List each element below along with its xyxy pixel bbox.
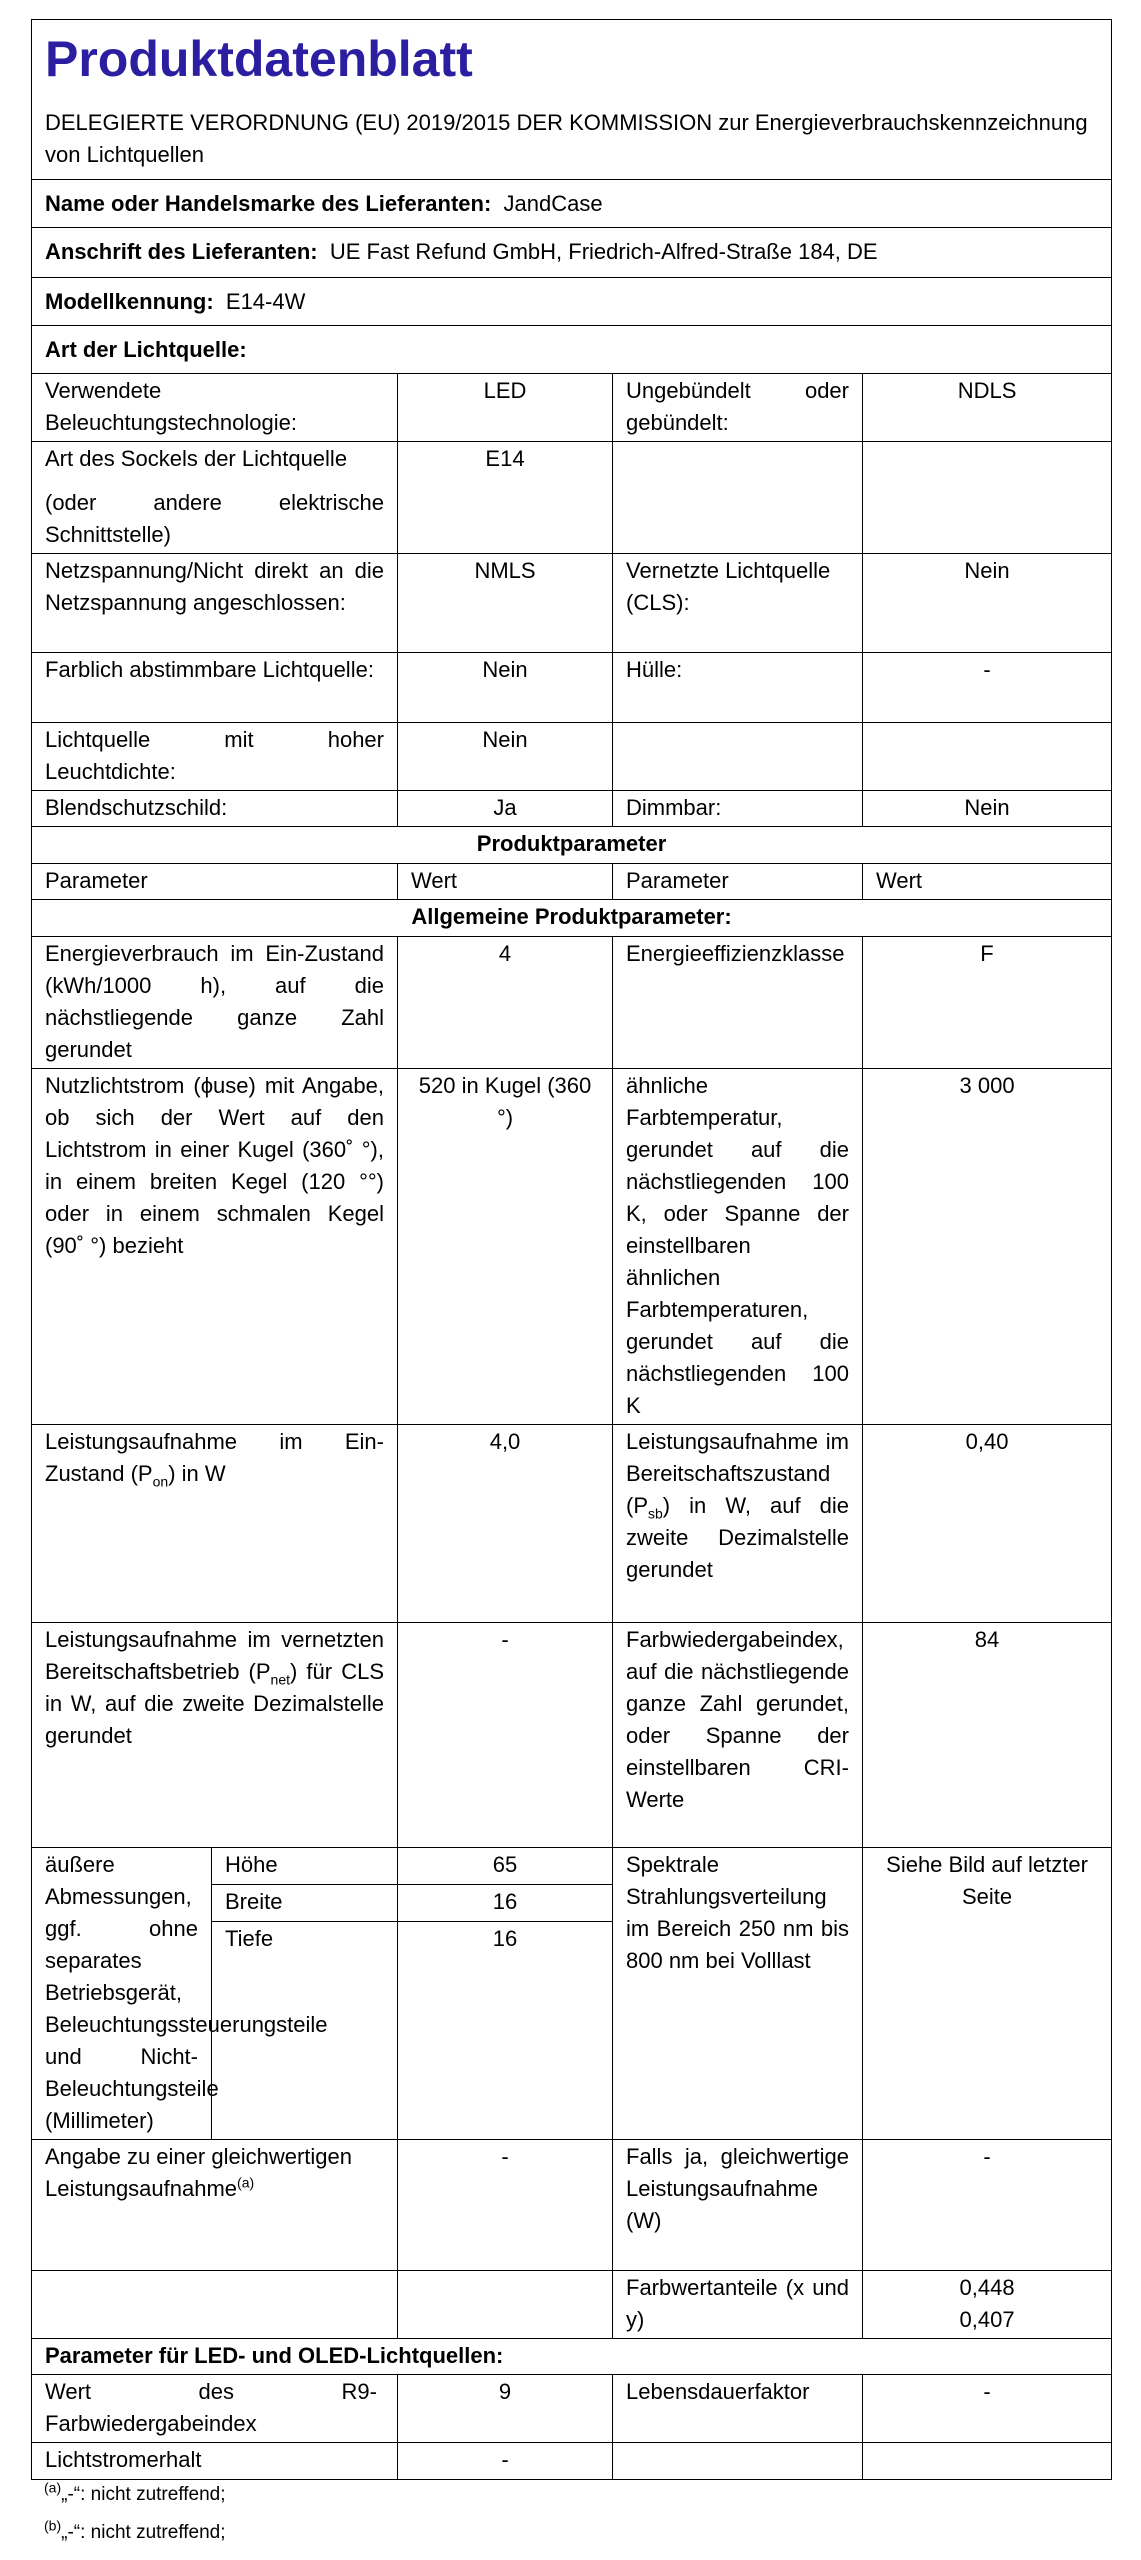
equivalent-power-text: Angabe zu einer gleichwertigen Leistungsaufnahme (45, 2144, 352, 2201)
table-row (32, 723, 1112, 791)
spectral-distribution-label: Spektrale Strahlungsverteilung im Bereich 250 nm bis 800 nm bei Volllast (613, 1848, 863, 2140)
glare-shield-value: Ja (398, 791, 613, 827)
chromaticity-label: Farbwertanteile (x und y) (613, 2271, 863, 2339)
width-value: 16 (398, 1885, 613, 1922)
energy-consumption-label: Energieverbrauch im Ein-Zustand (kWh/1000 h), auf die nächstliegende ganze Zahl gerundet (32, 937, 398, 1069)
chromaticity-values (863, 2271, 1112, 2339)
focus-label: Ungebündelt oder gebündelt: (613, 374, 863, 442)
equivalent-power-footnote-mark: (a) (237, 2174, 255, 2191)
footnote-b-mark: (b) (44, 2517, 62, 2534)
footnotes (44, 2476, 226, 2552)
r9-value: 9 (398, 2375, 613, 2443)
standby-power-value: 0,40 (863, 1425, 1112, 1623)
supplier-name-row (32, 180, 1112, 228)
table-row (32, 554, 1112, 653)
light-type-heading-row (32, 326, 1112, 374)
envelope-value: - (863, 653, 1112, 723)
footnote-b-text: „-“: nicht zutreffend; (61, 2522, 226, 2543)
cls-value: Nein (863, 554, 1112, 653)
table-row (32, 937, 1112, 1069)
supplier-address-value: UE Fast Refund GmbH, Friedrich-Alfred-Straße 184, DE (329, 239, 878, 264)
dimensions-label: äußere Abmessungen, ggf. ohne separates Betriebsgerät, Beleuchtungssteuerungsteile und Nicht-Beleuchtungsteile (Millimeter) (32, 1848, 212, 2140)
equivalent-power-label (32, 2140, 398, 2271)
equivalent-power-value: - (398, 2140, 613, 2271)
glare-shield-label: Blendschutzschild: (32, 791, 398, 827)
cls-label: Vernetzte Lichtquelle (CLS): (613, 554, 863, 653)
equivalent-power-yes-value: - (863, 2140, 1112, 2271)
height-label: Höhe (212, 1848, 398, 1885)
cri-label: Farbwiedergabeindex, auf die nächstliegende ganze Zahl gerundet, oder Spanne der einstellbaren CRI-Werte (613, 1623, 863, 1848)
standby-power-text: Leistungsaufnahme im Bereitschaftszustand (P (626, 1429, 849, 1518)
standby-power-subscript: sb (648, 1505, 663, 1522)
footnote-a (44, 2476, 226, 2514)
model-label: Modellkennung: (45, 289, 214, 314)
led-heading-row (32, 2339, 1112, 2375)
general-parameters-heading: Allgemeine Produktparameter: (32, 900, 1112, 937)
on-mode-power-value: 4,0 (398, 1425, 613, 1623)
networked-standby-unit: ) für CLS in W, auf die zweite Dezimalstelle gerundet (45, 1659, 384, 1748)
high-luminance-value: Nein (398, 723, 613, 791)
table-row (32, 442, 1112, 554)
table-row (32, 2375, 1112, 2443)
table-row (32, 1425, 1112, 1623)
chromaticity-x: 0,448 (959, 2275, 1015, 2300)
cap-label-line-2: (oder andere elektrische Schnittstelle) (45, 490, 384, 547)
r9-label: Wert des R9-Farbwiedergabeindex (32, 2375, 398, 2443)
networked-standby-label (32, 1623, 398, 1848)
high-luminance-label: Lichtquelle mit hoher Leuchtdichte: (32, 723, 398, 791)
color-tunable-label: Farblich abstimmbare Lichtquelle: (32, 653, 398, 723)
cap-label-line-1: Art des Sockels der Lichtquelle (45, 446, 348, 471)
table-row (32, 2140, 1112, 2271)
on-mode-power-unit: ) in W (168, 1461, 226, 1486)
general-heading-row (32, 900, 1112, 937)
table-row (32, 2443, 1112, 2480)
model-row (32, 278, 1112, 326)
colour-temperature-label: ähnliche Farbtemperatur, gerundet auf die nächstliegenden 100 K, oder Spanne der einstellbaren ähnlichen Farbtemperaturen, gerundet auf die nächstliegenden 100 K (613, 1069, 863, 1425)
tech-value: LED (398, 374, 613, 442)
energy-consumption-value: 4 (398, 937, 613, 1069)
footnote-b (44, 2514, 226, 2552)
regulation-text: DELEGIERTE VERORDNUNG (EU) 2019/2015 DER KOMMISSION zur Energieverbrauchskennzeichnung von Lichtquellen (45, 110, 1088, 167)
networked-standby-subscript: net (270, 1671, 290, 1688)
on-mode-power-label (32, 1425, 398, 1623)
luminous-flux-value: 520 in Kugel (360 °) (398, 1069, 613, 1425)
supplier-name-label: Name oder Handelsmarke des Lieferanten: (45, 191, 492, 216)
standby-power-label (613, 1425, 863, 1623)
dimmable-value: Nein (863, 791, 1112, 827)
standby-power-unit: ) in W, auf die zweite Dezimalstelle gerundet (626, 1493, 849, 1582)
lumen-maintenance-value: - (398, 2443, 613, 2480)
led-parameters-heading: Parameter für LED- und OLED-Lichtquellen: (32, 2339, 1112, 2375)
table-row (32, 653, 1112, 723)
page-title: Produktdatenblatt (45, 31, 473, 87)
dimmable-label: Dimmbar: (613, 791, 863, 827)
table-row (32, 374, 1112, 442)
table-row (32, 1623, 1112, 1848)
colour-temperature-value: 3 000 (863, 1069, 1112, 1425)
table-row (32, 2271, 1112, 2339)
table-row (32, 791, 1112, 827)
depth-label: Tiefe (212, 1922, 398, 2140)
chromaticity-y: 0,407 (959, 2307, 1015, 2332)
height-value: 65 (398, 1848, 613, 1885)
column-header-parameter: Parameter (32, 864, 398, 900)
survival-factor-value: - (863, 2375, 1112, 2443)
column-header-value: Wert (398, 864, 613, 900)
depth-value: 16 (398, 1922, 613, 2140)
title-row (32, 20, 1112, 180)
cap-value: E14 (398, 442, 613, 554)
supplier-name-value: JandCase (503, 191, 603, 216)
envelope-label: Hülle: (613, 653, 863, 723)
tech-label: Verwendete Beleuchtungstechnologie: (32, 374, 398, 442)
on-mode-power-text: Leistungsaufnahme im Ein-Zustand (P (45, 1429, 384, 1486)
model-value: E14-4W (225, 289, 306, 314)
color-tunable-value: Nein (398, 653, 613, 723)
networked-standby-value: - (398, 1623, 613, 1848)
efficiency-class-label: Energieeffizienzklasse (613, 937, 863, 1069)
focus-value: NDLS (863, 374, 1112, 442)
efficiency-class-value: F (863, 937, 1112, 1069)
data-sheet-table (31, 19, 1112, 2480)
networked-standby-text: Leistungsaufnahme im vernetzten Bereitschaftsbetrieb (P (45, 1627, 384, 1684)
product-heading-row (32, 827, 1112, 864)
mains-value: NMLS (398, 554, 613, 653)
width-label: Breite (212, 1885, 398, 1922)
cri-value: 84 (863, 1623, 1112, 1848)
lumen-maintenance-label: Lichtstromerhalt (32, 2443, 398, 2480)
mains-label: Netzspannung/Nicht direkt an die Netzspannung angeschlossen: (32, 554, 398, 653)
product-parameters-heading: Produktparameter (32, 827, 1112, 864)
luminous-flux-label: Nutzlichtstrom (ϕuse) mit Angabe, ob sich der Wert auf den Lichtstrom in einer Kugel (360˚ °), in einem breiten Kegel (120 °°) oder in einem schmalen Kegel (90˚ °) bezieht (32, 1069, 398, 1425)
light-type-heading: Art der Lichtquelle: (32, 326, 1112, 374)
cap-label (32, 442, 398, 554)
column-header-row (32, 864, 1112, 900)
column-header-value-2: Wert (863, 864, 1112, 900)
table-row (32, 1069, 1112, 1425)
dimensions-row-height (32, 1848, 1112, 1885)
column-header-parameter-2: Parameter (613, 864, 863, 900)
footnote-a-text: „-“: nicht zutreffend; (61, 2484, 226, 2505)
on-mode-power-subscript: on (152, 1473, 169, 1490)
supplier-address-label: Anschrift des Lieferanten: (45, 239, 318, 264)
supplier-address-row (32, 228, 1112, 278)
equivalent-power-yes-label: Falls ja, gleichwertige Leistungsaufnahme (W) (613, 2140, 863, 2271)
spectral-distribution-value: Siehe Bild auf letzter Seite (863, 1848, 1112, 2140)
footnote-a-mark: (a) (44, 2479, 62, 2496)
survival-factor-label: Lebensdauerfaktor (613, 2375, 863, 2443)
